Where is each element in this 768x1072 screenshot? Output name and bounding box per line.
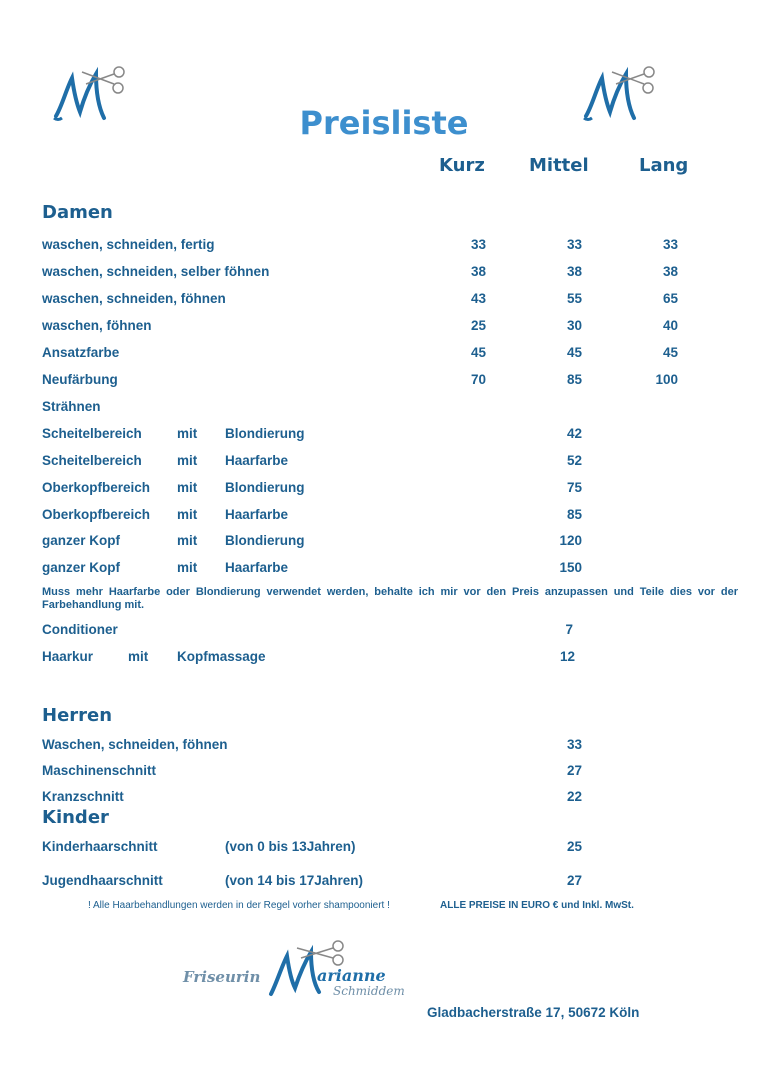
price-row-label: waschen, schneiden, selber föhnen <box>42 264 270 279</box>
straehnen-area: ganzer Kopf <box>42 560 121 575</box>
price-kurz: 70 <box>470 372 486 387</box>
price-row-label: Kinderhaarschnitt <box>42 839 158 854</box>
price-lang: 65 <box>662 291 678 306</box>
price-row-label: Ansatzfarbe <box>42 345 120 360</box>
price-kurz: 45 <box>470 345 486 360</box>
straehnen-mit: mit <box>177 453 198 468</box>
price-lang: 45 <box>662 345 678 360</box>
price-row-label: waschen, föhnen <box>42 318 152 333</box>
price-value: 27 <box>566 873 582 888</box>
surcharge-note: Muss mehr Haarfarbe oder Blondierung verwendet werden, behalte ich mir vor den Preis anzupassen und Teile dies vor der Farbehandlung mit. <box>42 586 738 611</box>
shampoo-note: ! Alle Haarbehandlungen werden in der Regel vorher shampooniert ! <box>88 900 390 911</box>
page-title: Preisliste <box>299 104 469 142</box>
price-value: 27 <box>566 763 582 778</box>
signature-logo <box>183 938 423 998</box>
section-heading-damen: Damen <box>42 202 113 223</box>
price-value: 22 <box>566 789 582 804</box>
price-lang: 100 <box>655 372 678 387</box>
address: Gladbacherstraße 17, 50672 Köln <box>427 1005 640 1020</box>
conditioner-price: 7 <box>565 622 573 637</box>
price-mittel: 33 <box>566 237 582 252</box>
column-header-kurz: Kurz <box>439 155 485 176</box>
price-kurz: 25 <box>470 318 486 333</box>
straehnen-mit: mit <box>177 533 198 548</box>
straehnen-area: Scheitelbereich <box>42 426 142 441</box>
price-row-label: Kranzschnitt <box>42 789 124 804</box>
haarkur-mit: mit <box>128 649 149 664</box>
price-mittel: 30 <box>566 318 582 333</box>
signature-name: arianne <box>317 966 386 985</box>
price-row-label: waschen, schneiden, fertig <box>42 237 215 252</box>
price-row-label: Jugendhaarschnitt <box>42 873 163 888</box>
price-mittel: 38 <box>566 264 582 279</box>
straehnen-type: Haarfarbe <box>225 453 289 468</box>
prices-note: ALLE PREISE IN EURO € und Inkl. MwSt. <box>440 900 634 911</box>
section-heading-herren: Herren <box>42 705 113 726</box>
price-value: 33 <box>566 737 582 752</box>
straehnen-mit: mit <box>177 426 198 441</box>
price-row-label: Waschen, schneiden, föhnen <box>42 737 228 752</box>
straehnen-area: Oberkopfbereich <box>42 507 151 522</box>
straehnen-price: 120 <box>559 533 582 548</box>
haarkur-price: 12 <box>559 649 575 664</box>
section-heading-kinder: Kinder <box>42 807 109 828</box>
price-value: 25 <box>566 839 582 854</box>
straehnen-mit: mit <box>177 560 198 575</box>
signature-prefix: Friseurin <box>183 968 261 986</box>
conditioner-label: Conditioner <box>42 622 118 637</box>
price-lang: 38 <box>662 264 678 279</box>
price-row-label: Maschinenschnitt <box>42 763 157 778</box>
straehnen-area: ganzer Kopf <box>42 533 121 548</box>
price-row-label: Neufärbung <box>42 372 118 387</box>
haarkur-label: Haarkur <box>42 649 94 664</box>
price-lang: 40 <box>662 318 678 333</box>
straehnen-price: 75 <box>566 480 582 495</box>
column-header-lang: Lang <box>639 155 689 176</box>
straehnen-price: 42 <box>566 426 582 441</box>
straehnen-type: Blondierung <box>225 426 305 441</box>
haarkur-extra: Kopfmassage <box>177 649 266 664</box>
straehnen-price: 52 <box>566 453 582 468</box>
price-mittel: 85 <box>566 372 582 387</box>
price-kurz: 38 <box>470 264 486 279</box>
straehnen-type: Blondierung <box>225 480 305 495</box>
price-lang: 33 <box>662 237 678 252</box>
age-range: (von 14 bis 17Jahren) <box>225 873 364 888</box>
price-kurz: 43 <box>470 291 486 306</box>
price-mittel: 55 <box>566 291 582 306</box>
age-range: (von 0 bis 13Jahren) <box>225 839 356 854</box>
straehnen-label: Strähnen <box>42 399 101 414</box>
signature-surname: Schmiddem <box>333 984 405 998</box>
price-row-label: waschen, schneiden, föhnen <box>42 291 226 306</box>
column-header-mittel: Mittel <box>529 155 589 176</box>
price-mittel: 45 <box>566 345 582 360</box>
straehnen-price: 150 <box>559 560 582 575</box>
straehnen-area: Scheitelbereich <box>42 453 142 468</box>
price-kurz: 33 <box>470 237 486 252</box>
straehnen-mit: mit <box>177 507 198 522</box>
straehnen-type: Haarfarbe <box>225 560 289 575</box>
straehnen-price: 85 <box>566 507 582 522</box>
straehnen-area: Oberkopfbereich <box>42 480 151 495</box>
straehnen-mit: mit <box>177 480 198 495</box>
straehnen-type: Haarfarbe <box>225 507 289 522</box>
straehnen-type: Blondierung <box>225 533 305 548</box>
